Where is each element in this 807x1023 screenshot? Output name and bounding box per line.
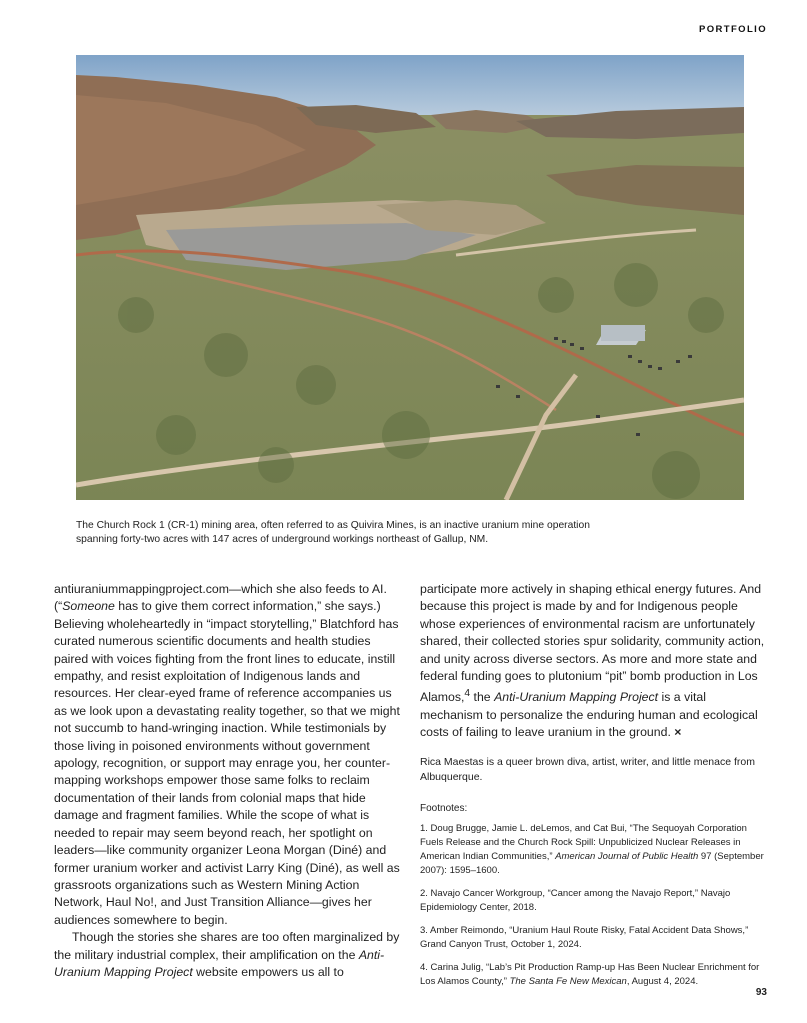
photo-caption [76,519,596,547]
caption-line-1: The Church Rock 1 (CR-1) mining area, often referred to as Quivira Mines, is an inactive uranium mine operation [76,520,590,531]
article-left-column [54,581,402,981]
mine-aerial-photo [76,55,744,500]
footnote-1: 1. Doug Brugge, Jamie L. deLemos, and Cat Bui, “The Sequoyah Corporation Fuels Release and the Church Rock Spill: Unpublicized Nuclear Releases in American Indian Communities,” American Journal of Public Health 97 (September 2007): 1595–1600. [420,823,764,876]
page-number: 93 [755,987,767,998]
footnote-2: 2. Navajo Cancer Workgroup, “Cancer among the Navajo Report,” Navajo Epidemiology Center, 2018. [420,888,731,913]
article-paragraph: antiuraniummappingproject.com—which she also feeds to AI. (“Someone has to give them correct information,” she says.) Believing wholeheartedly in “impact storytelling,” Blatchford has curated numerous scientific documents and health studies paired with voices fighting from the front lines to educate, instill empathy, and resist exploitation of Indigenous lands and resources. Her clear-eyed frame of reference accompanies us as we look upon a devastating reality together, so that we might not succumb to hand-wringing inaction. While testimonials by those living in poisoned environments without government apology, recognition, or support may enrage you, her counter-mapping workshops empower those same folks to reclaim documentation of their lands from colonial maps that hide damage and fragment families. While the scope of what is needed to repair may seem beyond reach, her spotlight on leaders—like community organizer Leona Morgan (Diné) and former uranium worker and activist Larry King (Diné), as well as grassroots organizations such as Western Mining Action Network, Haul No!, and Just Transition Alliance—gives her audiences somewhere to begin. [54,582,400,927]
footnote-ref-4[interactable]: 4 [464,688,471,700]
footnotes-list [420,822,770,998]
footnote-3: 3. Amber Reimondo, “Uranium Haul Route Risky, Fatal Accident Data Shows,” Grand Canyon Trust, October 1, 2024. [420,925,749,950]
caption-line-2: spanning forty-two acres with 147 acres of underground workings northeast of Gallup, NM. [76,534,489,545]
footnote-4: 4. Carina Julig, “Lab’s Pit Production Ramp-up Has Been Nuclear Enrichment for Los Alamos County,” The Santa Fe New Mexican, August 4, 2024. [420,962,760,987]
section-label: PORTFOLIO [698,24,767,35]
end-mark: × [674,725,682,740]
author-bio: Rica Maestas is a queer brown diva, artist, writer, and little menace from Albuquerque. [420,756,755,783]
article-right-column [420,581,768,742]
article-paragraph: participate more actively in shaping ethical energy futures. And because this project is made by and for Indigenous people whose experiences of environmental racism are unfortunately shared, their collected stories spur solidarity, community action, and unity across diverse sectors. As more and more state and federal funding goes to plutonium “pit” bomb production in Los Alamos,$^4$ the Anti-Uranium Mapping Project is a vital mechanism to personalize the enduring human and ecological costs of failing to leave uranium in the ground. × [420,582,765,740]
footnotes-heading: Footnotes: [420,803,468,814]
article-paragraph: Though the stories she shares are too often marginalized by the military industrial complex, their amplification on the Anti-Uranium Mapping Project website empowers us all to [54,930,400,979]
